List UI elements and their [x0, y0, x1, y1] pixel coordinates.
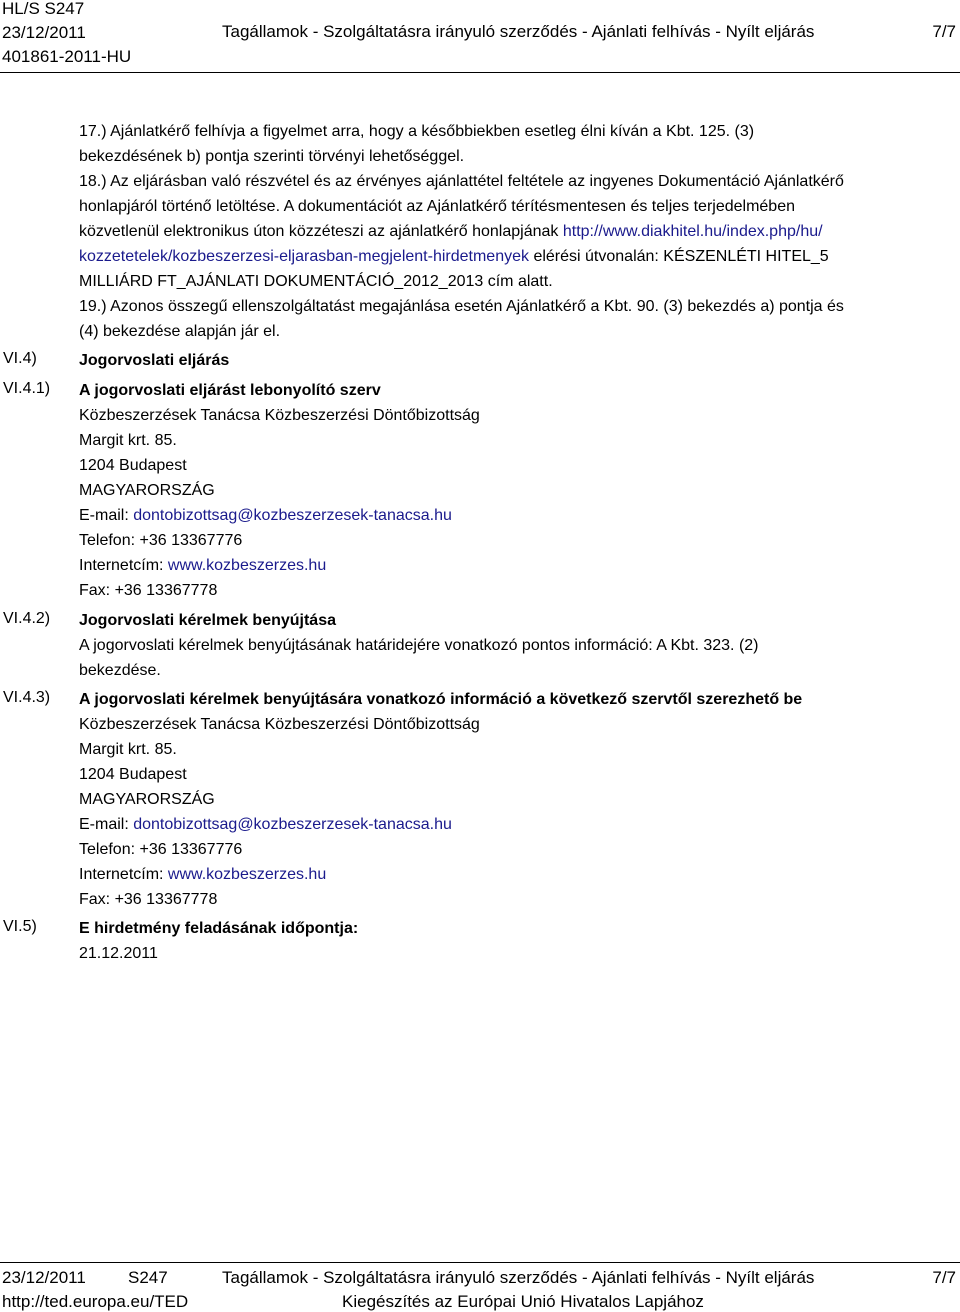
vi41-org: Közbeszerzések Tanácsa Közbeszerzési Döntőbizottság — [79, 407, 480, 424]
vi43-web-row — [79, 862, 326, 887]
vi41-email-link[interactable]: dontobizottsag@kozbeszerzesek-tanacsa.hu — [133, 507, 452, 524]
vi43-phone: Telefon: +36 13367776 — [79, 841, 243, 858]
section-number-vi42: VI.4.2) — [3, 610, 51, 627]
vi42-text-line2: bekezdése. — [79, 662, 161, 679]
diakhitel-link[interactable]: http://www.diakhitel.hu/index.php/hu/ — [562, 223, 823, 240]
vi41-city: 1204 Budapest — [79, 457, 187, 474]
paragraph-18-line4 — [79, 244, 829, 269]
header-doc-number: 401861-2011-HU — [2, 47, 132, 66]
vi43-country: MAGYARORSZÁG — [79, 791, 215, 808]
vi41-web-row — [79, 553, 326, 578]
vi43-web-label: Internetcím: — [79, 866, 168, 883]
vi43-street: Margit krt. 85. — [79, 741, 177, 758]
section-title-vi42: Jogorvoslati kérelmek benyújtása — [79, 612, 336, 629]
paragraph-18-line1: 18.) Az eljárásban való részvétel és az érvényes ajánlattétel feltétele az ingyenes Dokumentáció Ajánlatkérő — [79, 173, 844, 190]
vi41-phone: Telefon: +36 13367776 — [79, 532, 243, 549]
header-series: HL/S S247 — [2, 0, 85, 18]
section-title-vi5: E hirdetmény feladásának időpontja: — [79, 920, 359, 937]
vi43-email-row — [79, 812, 452, 837]
vi43-email-link[interactable]: dontobizottsag@kozbeszerzesek-tanacsa.hu — [133, 816, 452, 833]
section-title-vi4: Jogorvoslati eljárás — [79, 352, 230, 369]
footer-page-number: 7/7 — [932, 1268, 956, 1287]
paragraph-18-line5: MILLIÁRD FT_AJÁNLATI DOKUMENTÁCIÓ_2012_2013 cím alatt. — [79, 273, 553, 290]
vi43-web-link[interactable]: www.kozbeszerzes.hu — [167, 866, 327, 883]
vi43-email-label: E-mail: — [79, 816, 134, 833]
vi5-date: 21.12.2011 — [79, 945, 158, 962]
footer-divider — [0, 1262, 960, 1263]
footer-date: 23/12/2011 — [2, 1268, 86, 1287]
footer-url[interactable]: http://ted.europa.eu/TED — [2, 1292, 189, 1311]
section-title-vi41: A jogorvoslati eljárást lebonyolító szerv — [79, 382, 381, 399]
paragraph-18-text: közvetlenül elektronikus úton közzéteszi az ajánlatkérő honlapjának — [79, 223, 563, 240]
section-number-vi41: VI.4.1) — [3, 380, 51, 397]
vi41-fax: Fax: +36 13367778 — [79, 582, 218, 599]
paragraph-19-line2: (4) bekezdése alapján jár el. — [79, 323, 281, 340]
vi41-web-link[interactable]: www.kozbeszerzes.hu — [167, 557, 327, 574]
header-divider — [0, 72, 960, 73]
page-footer — [0, 1262, 960, 1311]
footer-title: Tagállamok - Szolgáltatásra irányuló szerződés - Ajánlati felhívás - Nyílt eljárás — [222, 1268, 815, 1287]
vi43-city: 1204 Budapest — [79, 766, 187, 783]
vi41-web-label: Internetcím: — [79, 557, 168, 574]
header-title: Tagállamok - Szolgáltatásra irányuló szerződés - Ajánlati felhívás - Nyílt eljárás — [222, 22, 815, 41]
paragraph-17-line1: 17.) Ajánlatkérő felhívja a figyelmet arra, hogy a későbbiekben esetleg élni kíván a Kbt. 125. (3) — [79, 123, 755, 140]
vi43-org: Közbeszerzések Tanácsa Közbeszerzési Döntőbizottság — [79, 716, 480, 733]
vi41-country: MAGYARORSZÁG — [79, 482, 215, 499]
footer-supplement: Kiegészítés az Európai Unió Hivatalos Lapjához — [342, 1292, 704, 1311]
vi41-email-label: E-mail: — [79, 507, 134, 524]
diakhitel-link-path[interactable]: kozzetetelek/kozbeszerzesi-eljarasban-megjelent-hirdetmenyek — [79, 248, 529, 265]
paragraph-18-line2: honlapjáról történő letöltése. A dokumentációt az Ajánlatkérő térítésmentesen és teljes terjedelmében — [79, 198, 795, 215]
paragraph-17-line2: bekezdésének b) pontja szerinti törvényi lehetőséggel. — [79, 148, 465, 165]
paragraph-18-path-text: elérési útvonalán: KÉSZENLÉTI HITEL_5 — [529, 248, 829, 265]
vi43-fax: Fax: +36 13367778 — [79, 891, 218, 908]
section-number-vi5: VI.5) — [3, 918, 37, 935]
header-date: 23/12/2011 — [2, 23, 86, 42]
page-header — [0, 0, 960, 72]
vi42-text-line1: A jogorvoslati kérelmek benyújtásának határidejére vonatkozó pontos információ: A Kbt. 323. (2) — [79, 637, 759, 654]
vi41-email-row — [79, 503, 452, 528]
section-number-vi4: VI.4) — [3, 350, 37, 367]
section-title-vi43: A jogorvoslati kérelmek benyújtására vonatkozó információ a következő szervtől szerezhető be — [79, 691, 803, 708]
section-number-vi43: VI.4.3) — [3, 689, 51, 706]
paragraph-18-line3 — [79, 219, 823, 244]
header-page-number: 7/7 — [932, 22, 956, 41]
footer-code: S247 — [128, 1268, 168, 1287]
vi41-street: Margit krt. 85. — [79, 432, 177, 449]
paragraph-19-line1: 19.) Azonos összegű ellenszolgáltatást megajánlása esetén Ajánlatkérő a Kbt. 90. (3) bekezdés a) pontja és — [79, 298, 844, 315]
